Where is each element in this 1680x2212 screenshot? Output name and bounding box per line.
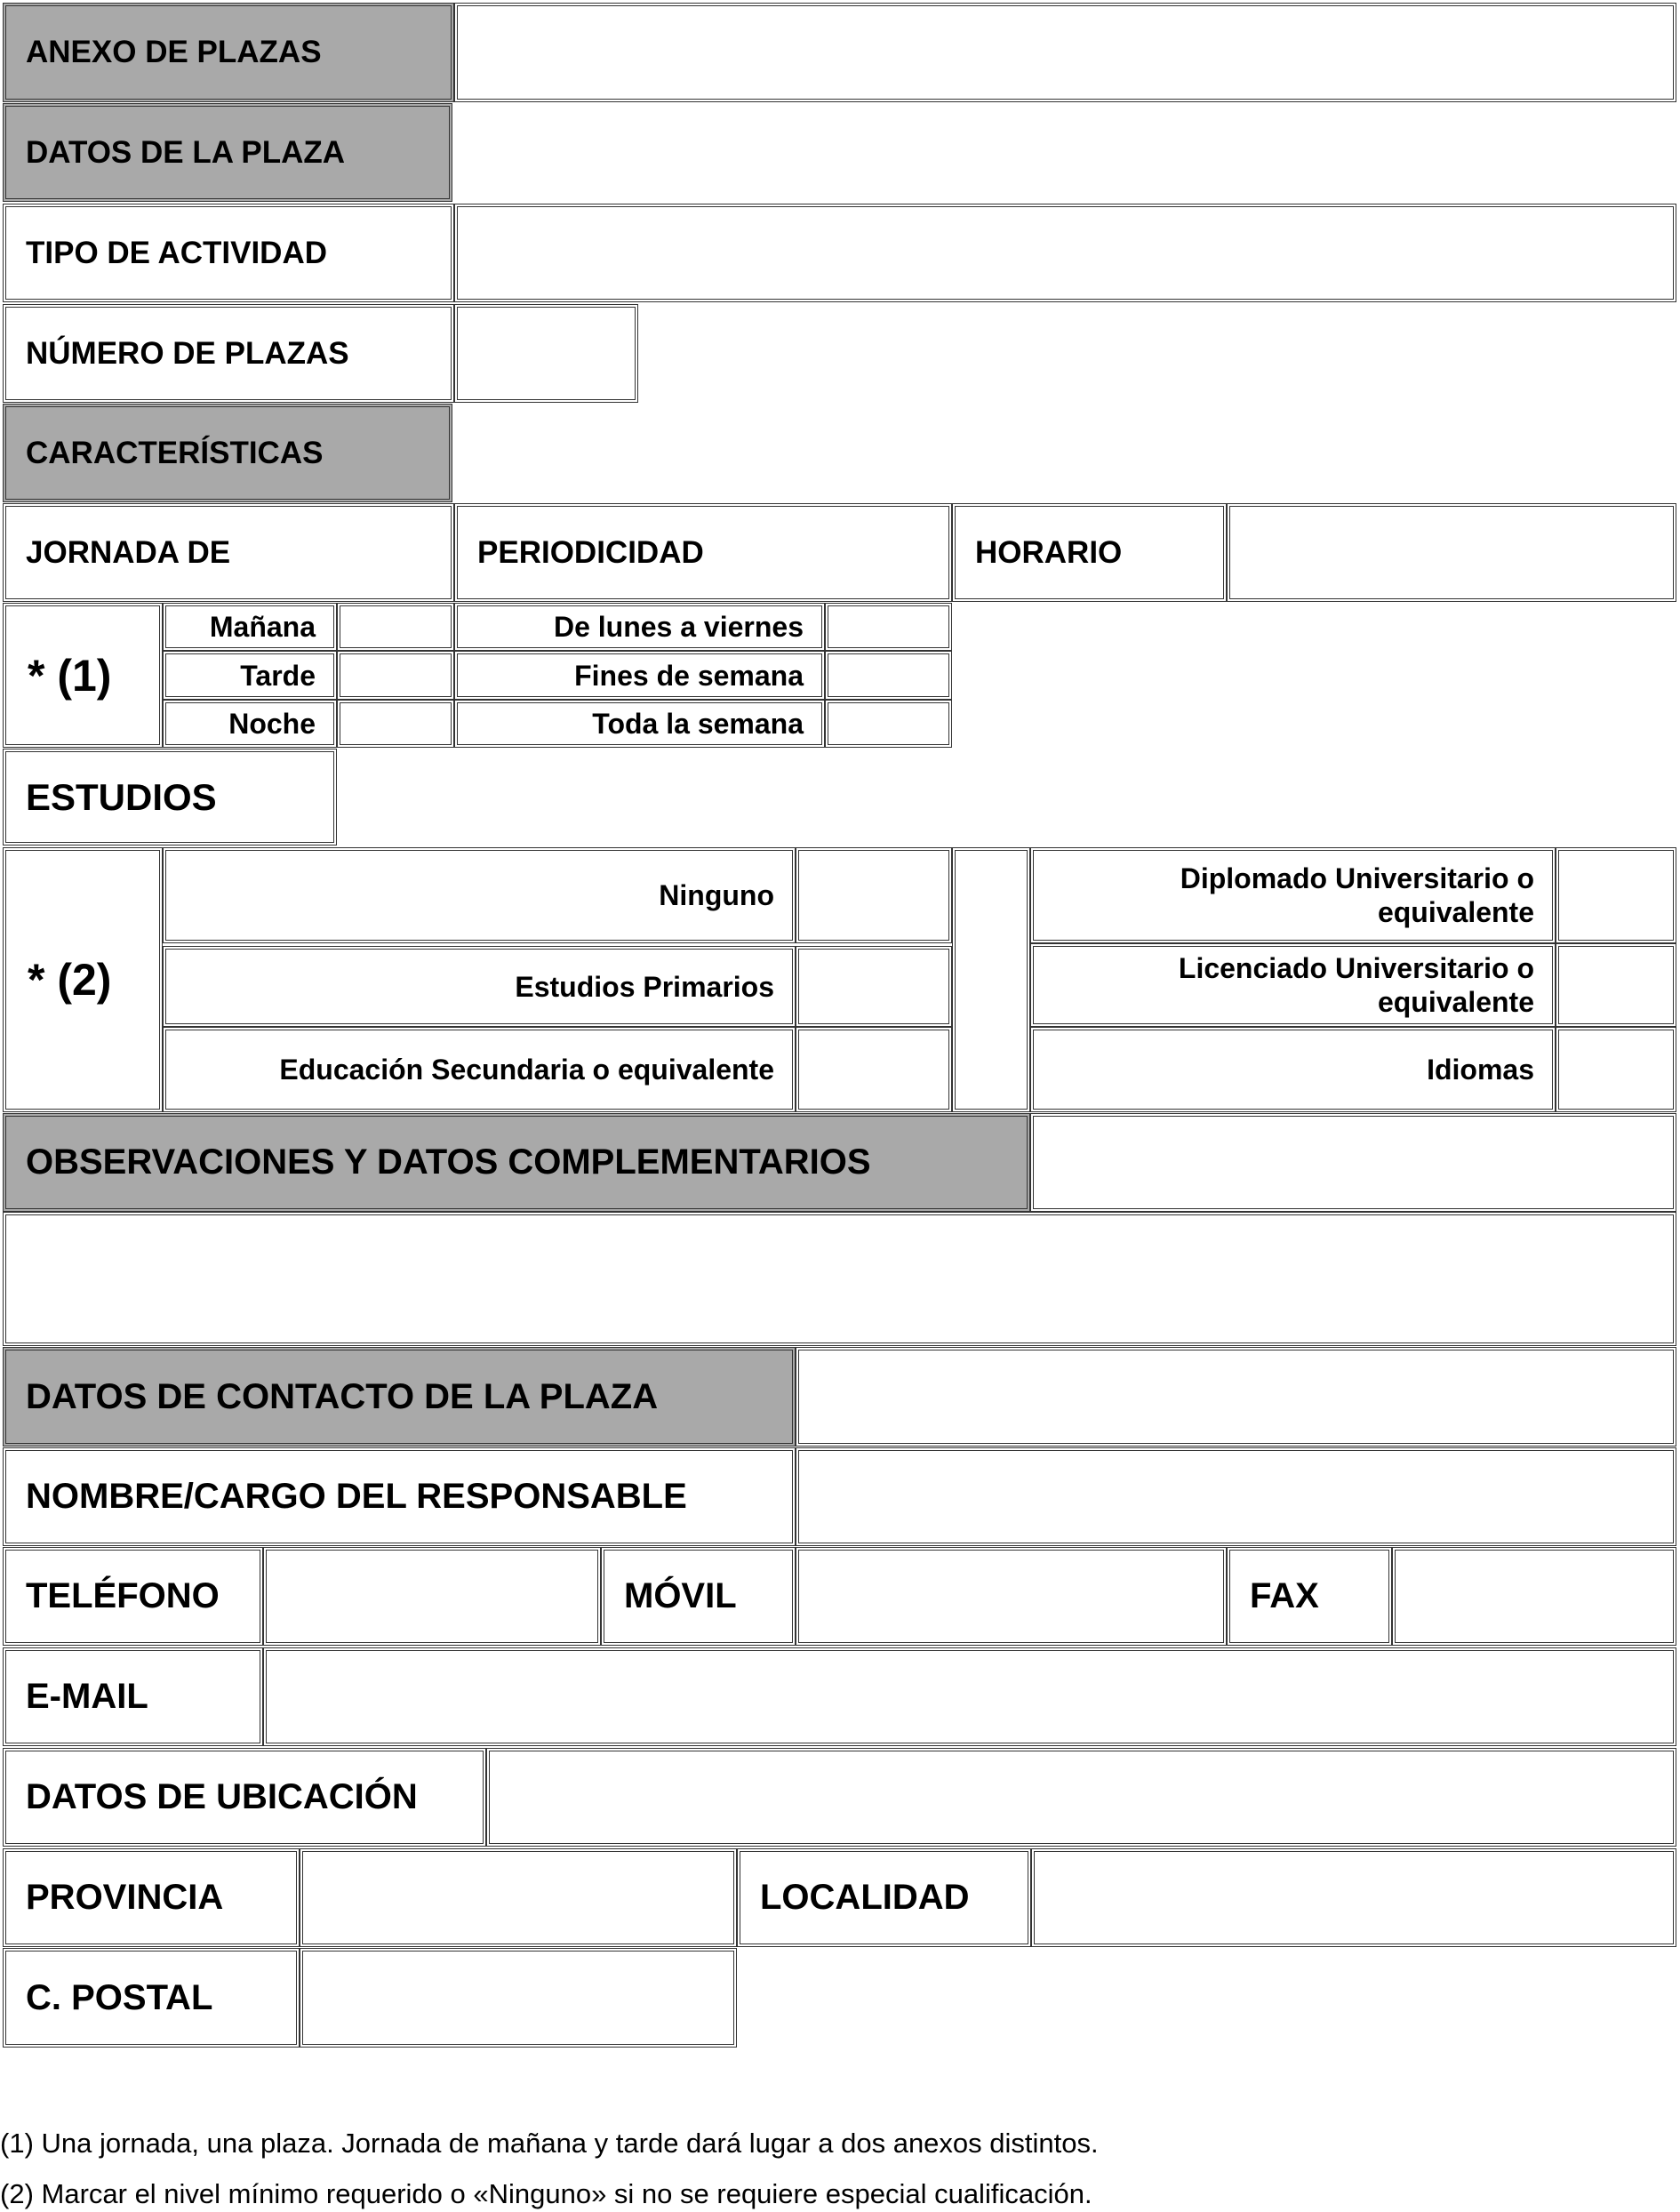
tipo-de-actividad-label: TIPO DE ACTIVIDAD xyxy=(3,204,454,302)
estudios-secundaria-checkbox[interactable] xyxy=(796,1027,952,1112)
jornada-label: JORNADA DE xyxy=(3,503,454,602)
estudios-licenciado-checkbox[interactable] xyxy=(1556,943,1676,1027)
movil-field[interactable] xyxy=(796,1547,1227,1646)
ubicacion-field[interactable] xyxy=(486,1748,1676,1847)
responsable-label: NOMBRE/CARGO DEL RESPONSABLE xyxy=(3,1447,796,1546)
estudios-diplomado-label: Diplomado Universitario o equivalente xyxy=(1030,847,1556,943)
email-label: E-MAIL xyxy=(3,1647,263,1746)
movil-label: MÓVIL xyxy=(601,1547,796,1646)
estudios-primarios-checkbox[interactable] xyxy=(796,946,952,1027)
postal-label: C. POSTAL xyxy=(3,1948,300,2048)
fax-label: FAX xyxy=(1227,1547,1392,1646)
ubicacion-label: DATOS DE UBICACIÓN xyxy=(3,1748,486,1847)
shift-noche-label: Noche xyxy=(163,700,337,748)
estudios-idiomas-checkbox[interactable] xyxy=(1556,1027,1676,1112)
estudios-label: ESTUDIOS xyxy=(3,749,337,846)
shift-tarde-checkbox[interactable] xyxy=(337,651,454,700)
estudios-ninguno-label: Ninguno xyxy=(163,847,796,943)
period-lunes-viernes-checkbox[interactable] xyxy=(825,603,952,651)
period-toda-semana-checkbox[interactable] xyxy=(825,700,952,748)
shift-manana-checkbox[interactable] xyxy=(337,603,454,651)
estudios-idiomas-label: Idiomas xyxy=(1030,1027,1556,1112)
datos-contacto-header-blank xyxy=(796,1347,1676,1447)
caracteristicas-label: CARACTERÍSTICAS xyxy=(3,404,452,502)
shift-tarde-label: Tarde xyxy=(163,651,337,700)
observaciones-header-blank xyxy=(1030,1113,1676,1212)
observaciones-field[interactable] xyxy=(3,1212,1676,1346)
email-field[interactable] xyxy=(263,1647,1676,1746)
postal-field[interactable] xyxy=(300,1948,737,2048)
footnote-2: (2) Marcar el nivel mínimo requerido o «Ninguno» si no se requiere especial cualificación. xyxy=(0,2178,1092,2209)
horario-field[interactable] xyxy=(1227,503,1676,602)
estudios-secundaria-label: Educación Secundaria o equivalente xyxy=(163,1027,796,1112)
period-lunes-viernes-label: De lunes a viernes xyxy=(454,603,825,651)
fax-field[interactable] xyxy=(1392,1547,1676,1646)
estudios-note-marker: * (2) xyxy=(3,847,163,1112)
jornada-note-marker: * (1) xyxy=(3,603,163,748)
period-toda-semana-label: Toda la semana xyxy=(454,700,825,748)
provincia-label: PROVINCIA xyxy=(3,1848,300,1947)
horario-label: HORARIO xyxy=(952,503,1227,602)
datos-contacto-label: DATOS DE CONTACTO DE LA PLAZA xyxy=(3,1347,796,1447)
estudios-separator-cell xyxy=(952,847,1030,1112)
observaciones-label: OBSERVACIONES Y DATOS COMPLEMENTARIOS xyxy=(3,1113,1030,1212)
estudios-primarios-label: Estudios Primarios xyxy=(163,946,796,1027)
shift-manana-label: Mañana xyxy=(163,603,337,651)
estudios-diplomado-checkbox[interactable] xyxy=(1556,847,1676,943)
numero-de-plazas-label: NÚMERO DE PLAZAS xyxy=(3,304,454,403)
estudios-ninguno-checkbox[interactable] xyxy=(796,847,952,943)
provincia-field[interactable] xyxy=(300,1848,737,1947)
period-fines-semana-checkbox[interactable] xyxy=(825,651,952,700)
footnote-1: (1) Una jornada, una plaza. Jornada de mañana y tarde dará lugar a dos anexos distintos. xyxy=(0,2128,1099,2159)
responsable-field[interactable] xyxy=(796,1447,1676,1546)
periodicidad-label: PERIODICIDAD xyxy=(454,503,952,602)
anexo-de-plazas-field[interactable] xyxy=(454,3,1676,102)
estudios-licenciado-label: Licenciado Universitario o equivalente xyxy=(1030,943,1556,1027)
telefono-label: TELÉFONO xyxy=(3,1547,263,1646)
localidad-field[interactable] xyxy=(1031,1848,1676,1947)
telefono-field[interactable] xyxy=(263,1547,601,1646)
period-fines-semana-label: Fines de semana xyxy=(454,651,825,700)
datos-de-la-plaza-label: DATOS DE LA PLAZA xyxy=(3,103,452,202)
localidad-label: LOCALIDAD xyxy=(737,1848,1031,1947)
numero-de-plazas-field[interactable] xyxy=(454,304,638,403)
anexo-de-plazas-label: ANEXO DE PLAZAS xyxy=(3,3,454,102)
shift-noche-checkbox[interactable] xyxy=(337,700,454,748)
tipo-de-actividad-field[interactable] xyxy=(454,204,1676,302)
